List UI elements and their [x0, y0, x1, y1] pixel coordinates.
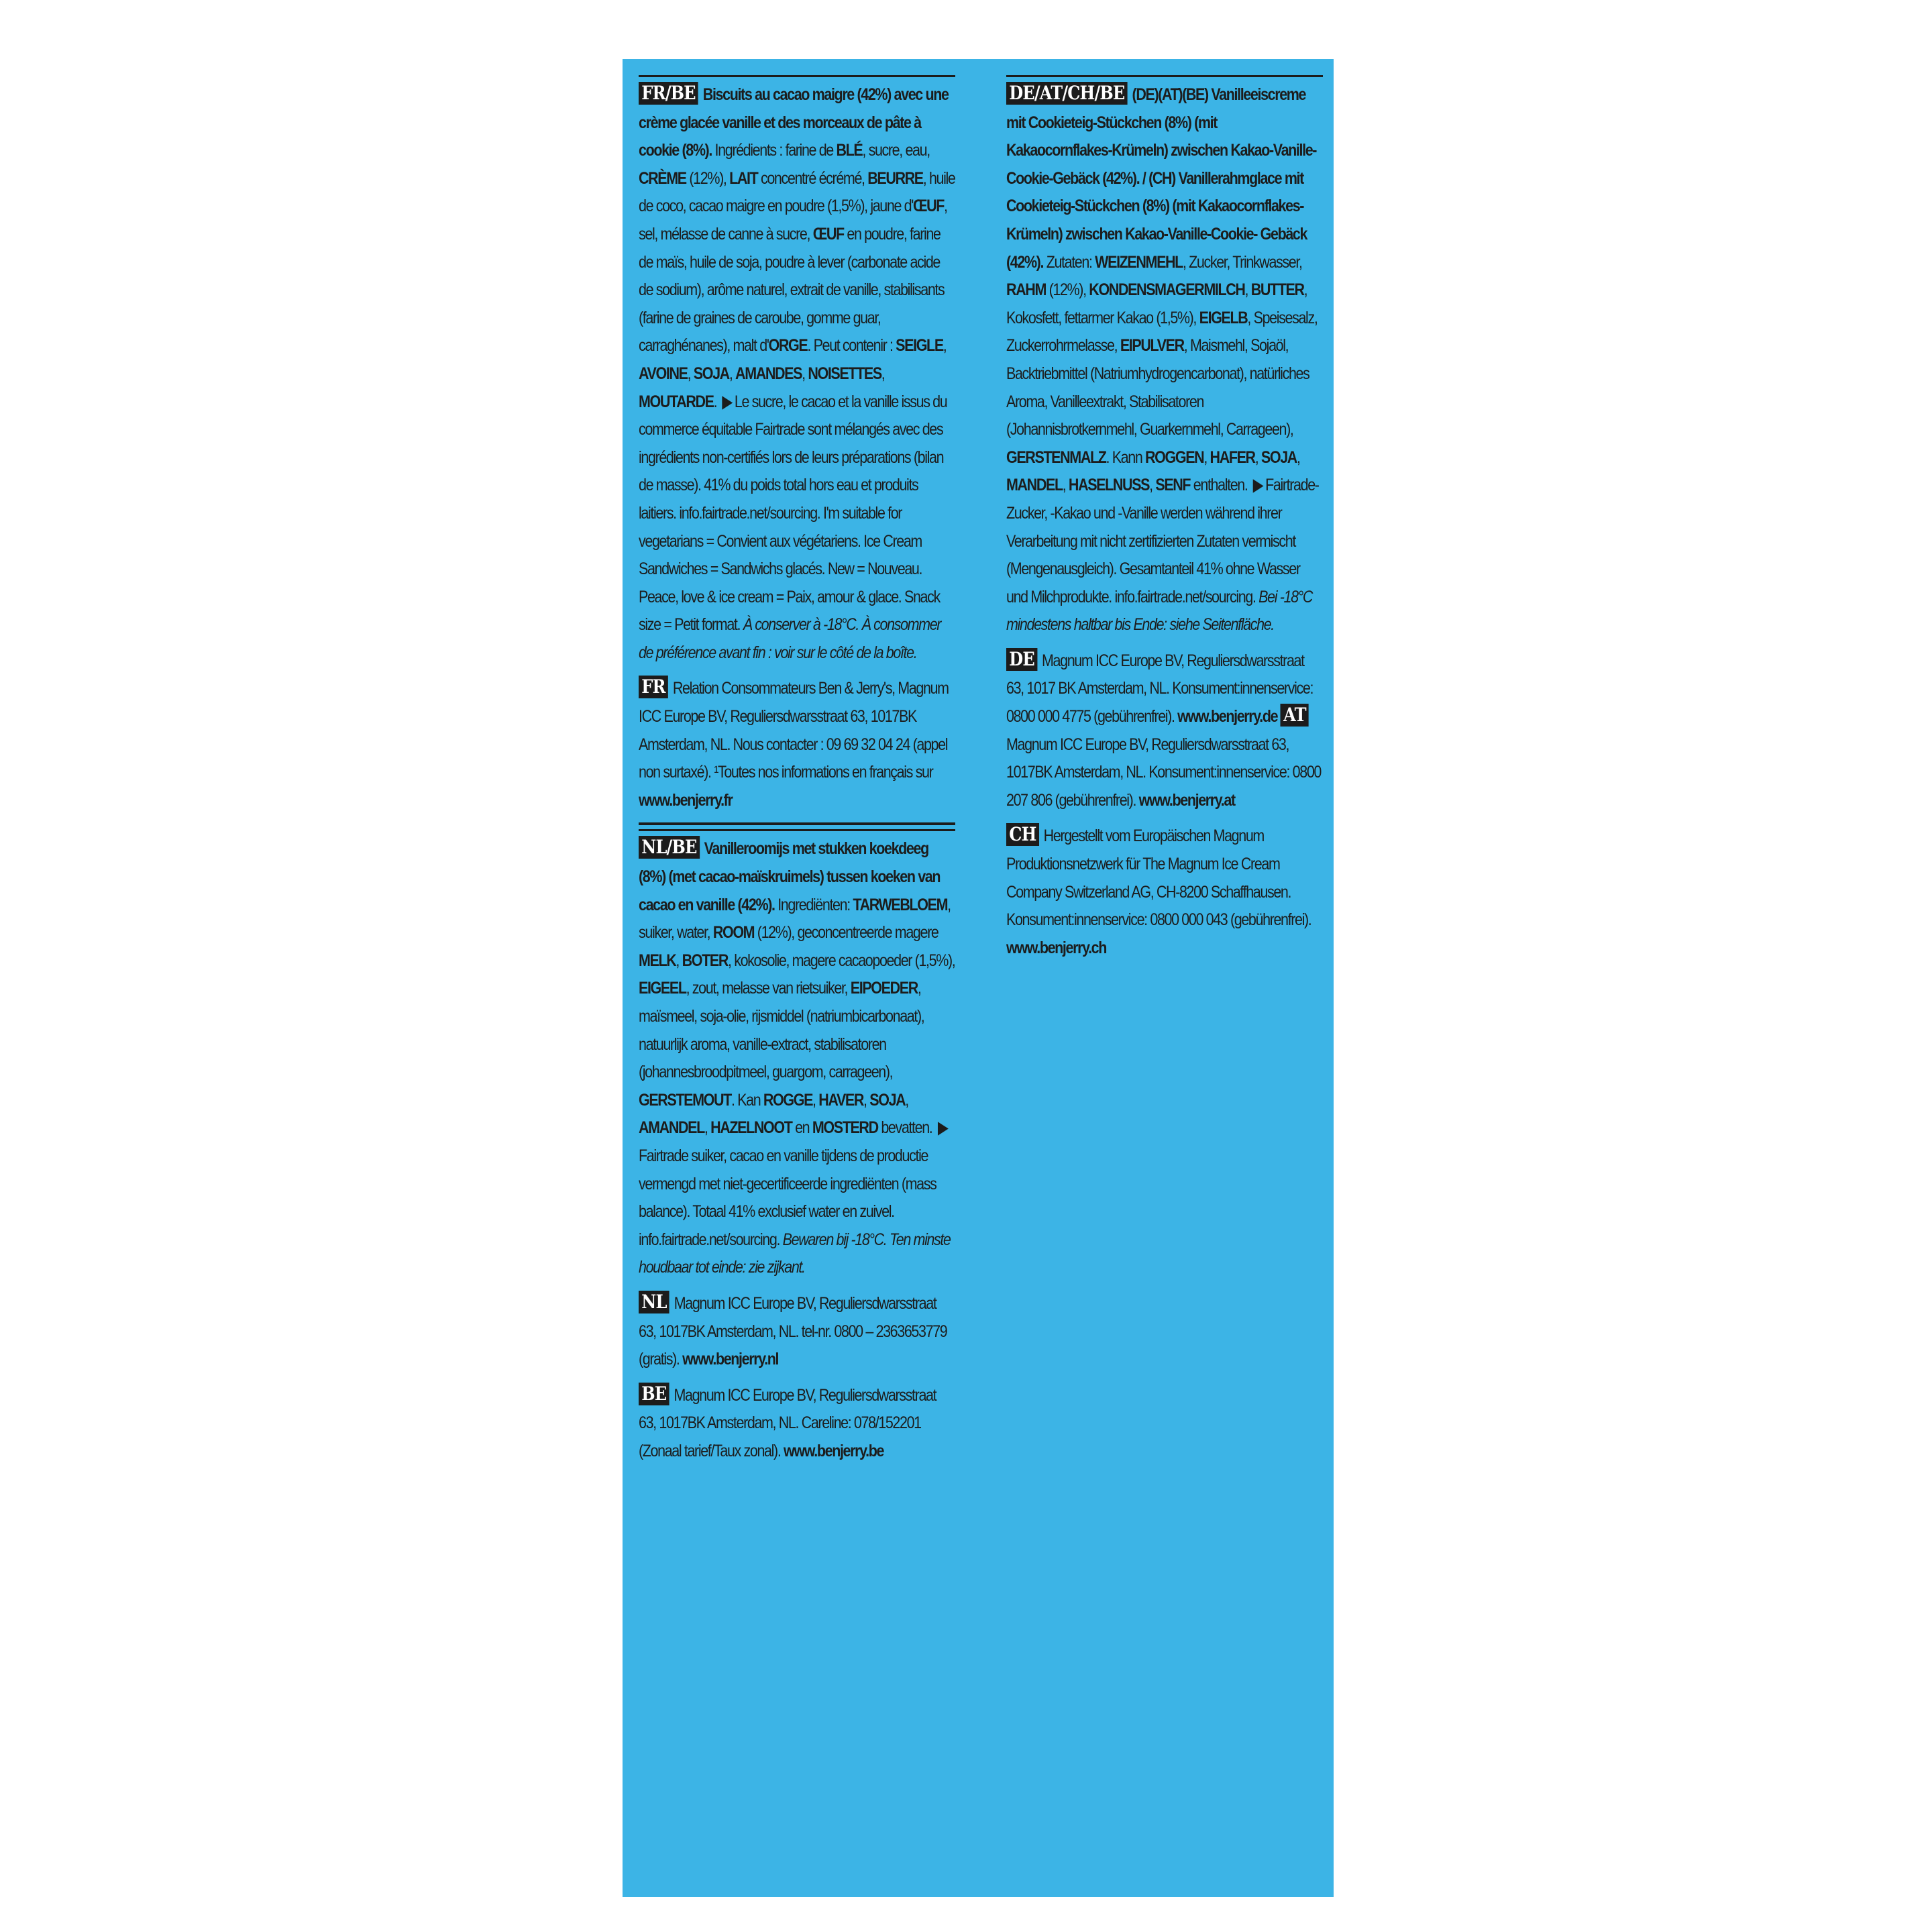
ingredient-text: concentré écrémé,	[760, 168, 865, 188]
ingredient-text: , kokosolie, magere cacaopoeder (1,5%),	[728, 951, 955, 970]
nl-fairtrade-text: Fairtrade suiker, cacao en vanille tijdens de productie vermengd met niet-gecertificeerde ingrediënten (mass balance). Totaal 41% exclusief water en zuivel. info.fairtrade.net/sourcing.	[639, 1146, 936, 1249]
allergen: EIPOEDER	[850, 979, 918, 998]
ingredient-text: . Kan	[731, 1090, 761, 1110]
play-arrow-icon: ▶	[722, 392, 732, 411]
ingredient-text: en poudre, farine de maïs, huile de soja, poudre à lever (carbonate acide de sodium), arôme naturel, extrait de vanille, stabilisants (farine de graines de caroube, gomme guar, carraghénanes), malt d'	[639, 224, 945, 356]
fr-contact-text: Relation Consommateurs Ben & Jerry's, Magnum ICC Europe BV, Reguliersdwarsstraat 63, 1017BK Amsterdam, NL. Nous contacter : 09 69 32 04 24 (appel non surtaxé). ¹Toutes nos informations en français sur	[639, 679, 949, 782]
allergen: SOJA	[869, 1090, 906, 1110]
allergen: HAZELNOOT	[710, 1118, 792, 1138]
allergen: MANDEL	[1006, 476, 1063, 495]
allergen: SENF	[1155, 476, 1191, 495]
allergen: AVOINE	[639, 364, 688, 383]
allergen: NOISETTES	[808, 364, 881, 383]
lang-tag-fr-be: FR/BE	[639, 82, 698, 105]
nl-ingredients-label: Ingrediënten:	[777, 895, 850, 914]
allergen: ROGGE	[763, 1090, 813, 1110]
allergen: HAFER	[1210, 447, 1255, 467]
allergen: MOSTERD	[812, 1118, 878, 1138]
nl-product-title: Vanilleroomijs met stukken koekdeeg (8%) (met cacao-maïskruimels) tussen koeken van cacao en vanille (42%).	[639, 839, 941, 914]
ingredient-text: . Peut contenir :	[807, 336, 893, 356]
nl-contact-text: Magnum ICC Europe BV, Reguliersdwarsstraat 63, 1017BK Amsterdam, NL. tel-nr. 0800 – 2363653779 (gratis).	[639, 1293, 947, 1369]
allergen: CRÈME	[639, 168, 686, 188]
divider-top-left	[639, 75, 955, 77]
allergen: SOJA	[693, 364, 729, 383]
play-arrow-icon: ▶	[938, 1118, 947, 1138]
allergen: BLÉ	[836, 141, 863, 160]
right-column	[1006, 75, 1323, 970]
ingredient-text: enthalten.	[1193, 476, 1248, 495]
fr-product-title: Biscuits au cacao maigre (42%) avec une crème glacée vanille et des morceaux de pâte à cookie (8%).	[639, 85, 949, 160]
ingredient-text: , Kokosfett, fettarmer Kakao (1,5%),	[1006, 280, 1307, 327]
divider-top-right	[1006, 75, 1323, 77]
ingredient-text: , sel, mélasse de canne à sucre,	[639, 197, 947, 244]
label-panel	[623, 59, 1334, 1897]
ingredient-text: . Kann	[1106, 447, 1142, 467]
allergen: ORGE	[768, 336, 808, 356]
ingredient-text: bevatten.	[881, 1118, 932, 1138]
fr-website-link[interactable]: www.benjerry.fr	[639, 790, 733, 810]
ch-contact-section	[1006, 822, 1324, 962]
allergen: WEIZENMEHL	[1095, 252, 1183, 272]
allergen: BEURRE	[867, 168, 923, 188]
at-website-link[interactable]: www.benjerry.at	[1138, 790, 1235, 810]
fr-ingredients-label: Ingrédients : farine de	[714, 141, 833, 160]
allergen: TARWEBLOEM	[853, 895, 948, 914]
allergen: GERSTENMALZ	[1006, 447, 1106, 467]
at-contact-text: Magnum ICC Europe BV, Reguliersdwarsstraat 63, 1017BK Amsterdam, NL. Konsument:innenservice: 0800 207 806 (gebührenfrei).	[1006, 735, 1322, 810]
allergen: ROGGEN	[1145, 447, 1204, 467]
allergen: HASELNUSS	[1068, 476, 1150, 495]
allergen: LAIT	[729, 168, 758, 188]
fr-fairtrade-text: Le sucre, le cacao et la vanille issus du commerce équitable Fairtrade sont mélangés avec des ingrédients non-certifiés lors de leurs préparations (bilan de masse). 41% du poids total hors eau et produits laitiers. info.fairtrade.net/sourcing. I'm suitable for vegetarians = Convient aux végétariens. Ice Cream Sandwiches = Sandwichs glacés. New = Nouveau. Peace, love & ice cream = Paix, amour & glace. Snack size = Petit format.	[639, 392, 947, 635]
ingredient-text: (12%),	[1049, 280, 1086, 300]
de-ingredients-label: Zutaten:	[1046, 252, 1092, 272]
be-contact-section	[639, 1382, 956, 1466]
nl-ingredients-section: NL/BE Vanilleroomijs met stukken koekdeeg (8%) (met cacao-maïskruimels) tussen koeken van cacao en vanille (42%). Ingrediënten: TARWEBLOEM, suiker, water, ROOM (12%), geconcentreerde magere MELK, BOTER, kokosolie, magere cacaopoeder (1,5%), EIGEEL, zout, melasse van rietsuiker, EIPOEDER, maïsmeel, soja-olie, rijsmiddel (natriumbicarbonaat), natuurlijk aroma, vanille-extract, stabilisatoren (johannesbroodpitmeel, guargom, carrageen), GERSTEMOUT. Kan ROGGE, HAVER, SOJA, AMANDEL, HAZELNOOT en MOSTERD bevatten. ▶Fairtrade suiker, cacao en vanille tijdens de productie vermengd met niet-gecertificeerde ingrediënten (mass balance). Totaal 41% exclusief water en zuivel. info.fairtrade.net/sourcing. Bewaren bij -18°C. Ten minste houdbaar tot einde: zie zijkant.	[639, 836, 955, 1277]
allergen: RAHM	[1006, 280, 1046, 300]
ingredient-text: , Speisesalz, Zuckerrohrmelasse,	[1006, 308, 1318, 356]
be-contact-text: Magnum ICC Europe BV, Reguliersdwarsstraat 63, 1017BK Amsterdam, NL. Careline: 078/152201 (Zonaal tarief/Taux zonal).	[639, 1385, 936, 1460]
left-column	[639, 75, 955, 1474]
de-ingredients-section: DE/AT/CH/BE (DE)(AT)(BE) Vanilleeiscreme mit Cookieteig-Stückchen (8%) (mit Kakaocornflakes-Krümeln) zwischen Kakao-Vanille-Cookie-Gebäck (42%). / (CH) Vanillerahmglace mit Cookieteig-Stückchen (8%) (mit Kakaocornflakes-Krümeln) zwischen Kakao-Vanille-Cookie- Gebäck (42%). Zutaten: WEIZENMEHL, Zucker, Trinkwasser, RAHM (12%), KONDENSMAGERMILCH, BUTTER, Kokosfett, fettarmer Kakao (1,5%), EIGELB, Speisesalz, Zuckerrohrmelasse, EIPULVER, Maismehl, Sojaöl, Backtriebmittel (Natriumhydrogencarbonat), natürliches Aroma, Vanilleextrakt, Stabilisatoren (Johannisbrotkernmehl, Guarkernmehl, Carrageen), GERSTENMALZ. Kann ROGGEN, HAFER, SOJA, MANDEL, HASELNUSS, SENF enthalten. ▶ Fairtrade-Zucker, -Kakao und -Vanille werden während ihrer Verarbeitung mit nicht zertifizierten Zutaten vermischt (Mengenausgleich). Gesamtanteil 41% ohne Wasser und Milchprodukte. info.fairtrade.net/sourcing. Bei -18°C mindestens haltbar bis Ende: siehe Seitenfläche.	[1006, 82, 1319, 635]
allergen: SEIGLE	[896, 336, 943, 356]
allergen: HAVER	[818, 1090, 864, 1110]
allergen: EIGEEL	[639, 979, 686, 998]
nl-contact-section	[639, 1290, 956, 1374]
allergen: ROOM	[712, 923, 755, 943]
ingredient-text: (12%),	[689, 168, 727, 188]
allergen: BOTER	[682, 951, 729, 970]
de-website-link[interactable]: www.benjerry.de	[1177, 707, 1278, 727]
allergen: AMANDES	[735, 364, 802, 383]
lang-tag-be: BE	[639, 1383, 669, 1405]
allergen: ŒUF	[812, 224, 844, 244]
allergen: SOJA	[1260, 447, 1297, 467]
lang-tag-nl-be: NL/BE	[639, 836, 700, 859]
de-fairtrade-text: Fairtrade-Zucker, -Kakao und -Vanille werden während ihrer Verarbeitung mit nicht zertifizierten Zutaten vermischt (Mengenausgleich). Gesamtanteil 41% ohne Wasser und Milchprodukte. info.fairtrade.net/sourcing.	[1006, 476, 1319, 606]
fr-contact-section	[639, 675, 956, 814]
ingredient-text: , Maismehl, Sojaöl, Backtriebmittel (Natriumhydrogencarbonat), natürliches Aroma, Vanilleextrakt, Stabilisatoren (Johannisbrotkernmehl, Guarkernmehl, Carrageen),	[1006, 336, 1309, 439]
ch-contact-text: Hergestellt vom Europäischen Magnum Produktionsnetzwerk für The Magnum Ice Cream Company Switzerland AG, CH-8200 Schaffhausen. Konsument:innenservice: 0800 000 043 (gebührenfrei).	[1006, 826, 1311, 930]
lang-tag-de: DE	[1006, 648, 1037, 671]
lang-tag-fr: FR	[639, 676, 668, 698]
allergen: MOUTARDE	[639, 392, 714, 411]
ingredient-text: , zout, melasse van rietsuiker,	[686, 979, 848, 998]
nl-website-link[interactable]: www.benjerry.nl	[682, 1350, 779, 1369]
ingredient-text: en	[795, 1118, 810, 1138]
lang-tag-de-at-ch-be: DE/AT/CH/BE	[1006, 82, 1128, 105]
fr-storage-text: À conserver à -18°C. À consommer de préférence avant fin : voir sur le côté de la boîte.	[639, 615, 941, 662]
play-arrow-icon: ▶	[1253, 476, 1263, 495]
de-storage-text: Bei -18°C mindestens haltbar bis Ende: siehe Seitenfläche.	[1006, 587, 1313, 635]
ingredient-text: (12%), geconcentreerde magere	[757, 923, 938, 943]
de-contact-text: Magnum ICC Europe BV, Reguliersdwarsstraat 63, 1017 BK Amsterdam, NL. Konsument:innenservice: 0800 000 4775 (gebührenfrei).	[1006, 651, 1313, 727]
divider-nl	[639, 829, 955, 831]
lang-tag-ch: CH	[1006, 823, 1039, 846]
divider-wavy	[639, 822, 955, 825]
allergen: KONDENSMAGERMILCH	[1089, 280, 1245, 300]
ingredient-text: , huile de coco, cacao maigre en poudre (1,5%), jaune d'	[639, 168, 955, 216]
allergen: ŒUF	[912, 197, 945, 216]
allergen: GERSTEMOUT	[639, 1090, 731, 1110]
allergen: EIGELB	[1199, 308, 1248, 327]
allergen: BUTTER	[1250, 280, 1304, 300]
allergen: EIPULVER	[1120, 336, 1184, 356]
nl-storage-text: Bewaren bij -18°C. Ten minste houdbaar tot einde: zie zijkant.	[639, 1230, 951, 1277]
allergen: MELK	[639, 951, 676, 970]
lang-tag-nl: NL	[639, 1291, 669, 1313]
be-website-link[interactable]: www.benjerry.be	[784, 1441, 884, 1460]
ingredient-text: , Zucker, Trinkwasser,	[1182, 252, 1302, 272]
ingredient-text: , suiker, water,	[639, 895, 951, 943]
ingredient-text: , maïsmeel, soja-olie, rijsmiddel (natriumbicarbonaat), natuurlijk aroma, vanille-extract, stabilisatoren (johannesbroodpitmeel, guargom, carrageen),	[639, 979, 924, 1082]
lang-tag-at: AT	[1281, 704, 1309, 727]
ch-website-link[interactable]: www.benjerry.ch	[1006, 938, 1107, 957]
de-product-title: (DE)(AT)(BE) Vanilleeiscreme mit Cookieteig-Stückchen (8%) (mit Kakaocornflakes-Krümeln) zwischen Kakao-Vanille-Cookie-Gebäck (42%). / (CH) Vanillerahmglace mit Cookieteig-Stückchen (8%) (mit Kakaocornflakes-Krümeln) zwischen Kakao-Vanille-Cookie- Gebäck (42%).	[1006, 85, 1317, 272]
fr-ingredients-section: FR/BE Biscuits au cacao maigre (42%) avec une crème glacée vanille et des morceaux de pâte à cookie (8%). Ingrédients : farine de BLÉ, sucre, eau, CRÈME (12%), LAIT concentré écrémé, BEURRE, huile de coco, cacao maigre en poudre (1,5%), jaune d'ŒUF, sel, mélasse de canne à sucre, ŒUF en poudre, farine de maïs, huile de soja, poudre à lever (carbonate acide de sodium), arôme naturel, extrait de vanille, stabilisants (farine de graines de caroube, gomme guar, carraghénanes), malt d'ORGE. Peut contenir : SEIGLE, AVOINE, SOJA, AMANDES, NOISETTES, MOUTARDE. ▶ Le sucre, le cacao et la vanille issus du commerce équitable Fairtrade sont mélangés avec des ingrédients non-certifiés lors de leurs préparations (bilan de masse). 41% du poids total hors eau et produits laitiers. info.fairtrade.net/sourcing. I'm suitable for vegetarians = Convient aux végétariens. Ice Cream Sandwiches = Sandwichs glacés. New = Nouveau. Peace, love & ice cream = Paix, amour & glace. Snack size = Petit format. À conserver à -18°C. À consommer de préférence avant fin : voir sur le côté de la boîte.	[639, 82, 955, 662]
de-contact-section	[1006, 647, 1324, 815]
allergen: AMANDEL	[639, 1118, 704, 1138]
ingredient-text: , sucre, eau,	[862, 141, 930, 160]
